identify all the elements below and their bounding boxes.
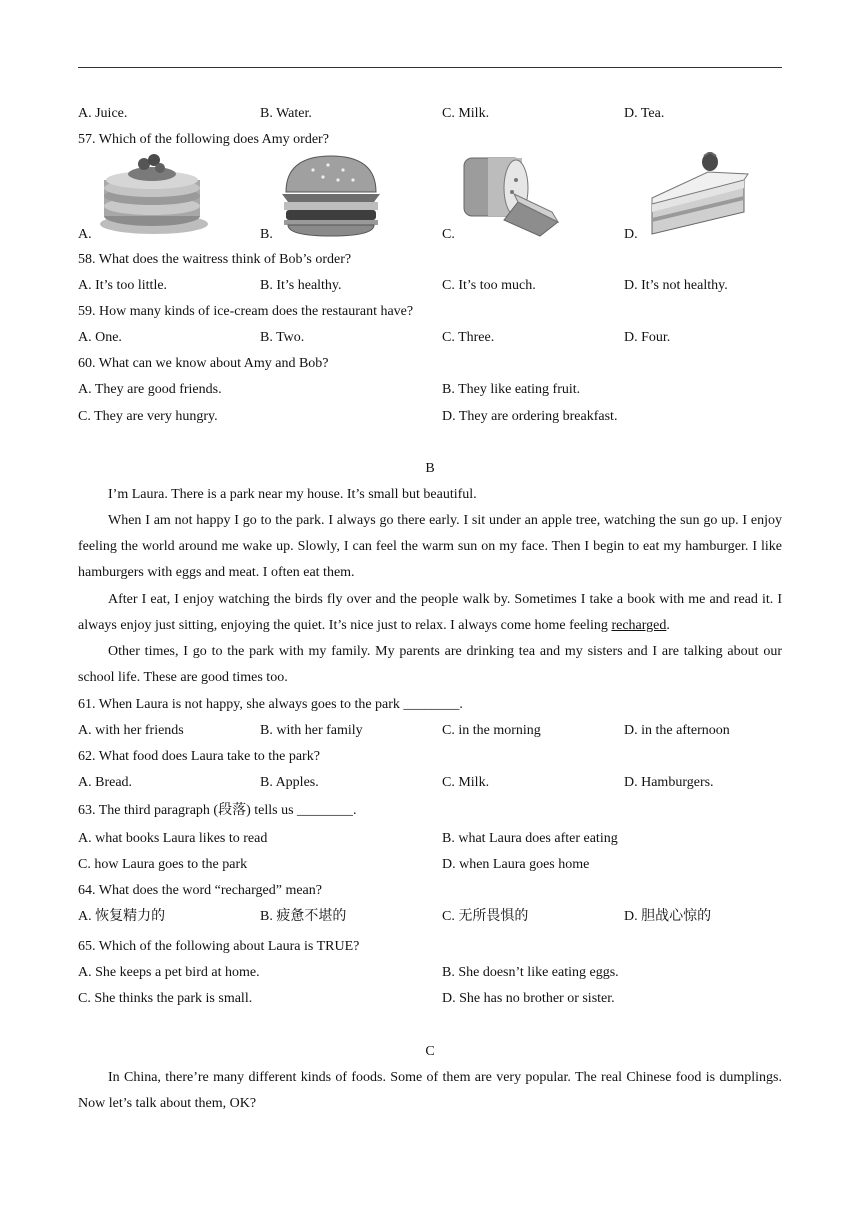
q63-question: 63. The third paragraph (段落) tells us ________.	[78, 803, 357, 818]
q65-option-a: A. She keeps a pet bird at home.	[78, 965, 260, 980]
q57-label-d: D.	[624, 227, 638, 242]
q60-option-b: B. They like eating fruit.	[442, 382, 581, 397]
q65-option-b: B. She doesn’t like eating eggs.	[442, 965, 619, 980]
q60-option-c: C. They are very hungry.	[78, 409, 218, 424]
cake-image	[648, 152, 752, 238]
q63-option-b: B. what Laura does after eating	[442, 831, 618, 846]
q60-question: 60. What can we know about Amy and Bob?	[78, 356, 329, 371]
q62-option-b: B. Apples.	[260, 775, 319, 790]
q58-option-d: D. It’s not healthy.	[624, 278, 728, 293]
q56-option-d: D. Tea.	[624, 106, 665, 121]
q64-option-a: A. 恢复精力的	[78, 909, 166, 924]
q56-option-c: C. Milk.	[442, 106, 490, 121]
q62-option-c: C. Milk.	[442, 775, 490, 790]
q58-option-c: C. It’s too much.	[442, 278, 536, 293]
section-b-heading: B	[425, 461, 435, 476]
section-b-paragraph-1: I’m Laura. There is a park near my house. It’s small but beautiful.	[108, 487, 477, 502]
q64-option-b: B. 疲惫不堪的	[260, 909, 347, 924]
q58-option-a: A. It’s too little.	[78, 278, 168, 293]
q59-option-c: C. Three.	[442, 330, 495, 345]
q65-question: 65. Which of the following about Laura is TRUE?	[78, 939, 360, 954]
section-b-paragraph-4: Other times, I go to the park with my family. My parents are drinking tea and my sisters and I are talking about our school life. These are good times too.	[78, 644, 782, 686]
q63-option-a: A. what books Laura likes to read	[78, 831, 268, 846]
q59-question: 59. How many kinds of ice-cream does the restaurant have?	[78, 304, 414, 319]
q56-option-b: B. Water.	[260, 106, 312, 121]
q61-option-b: B. with her family	[260, 723, 363, 738]
q59-option-a: A. One.	[78, 330, 122, 345]
q57-label-b: B.	[260, 227, 273, 242]
q61-question: 61. When Laura is not happy, she always goes to the park ________.	[78, 697, 463, 712]
q64-option-c: C. 无所畏惧的	[442, 909, 529, 924]
q62-question: 62. What food does Laura take to the park?	[78, 749, 320, 764]
section-b-paragraph-2: When I am not happy I go to the park. I always go there early. I sit under an apple tree, watching the sun go up. I enjoy feeling the world around me wake up. Slowly, I can feel the warm sun on my face. Then I begin to eat my hamburger. I like hamburgers with eggs and meat. I often eat them.	[78, 513, 782, 581]
paragraph-3-end: .	[666, 618, 670, 634]
q57-question: 57. Which of the following does Amy order?	[78, 132, 329, 147]
q60-option-d: D. They are ordering breakfast.	[442, 409, 618, 424]
q62-option-d: D. Hamburgers.	[624, 775, 714, 790]
section-b-paragraph-3	[78, 587, 782, 639]
q63-option-d: D. when Laura goes home	[442, 857, 590, 872]
section-c-paragraph-1: In China, there’re many different kinds of foods. Some of them are very popular. The real Chinese food is dumplings. Now let’s talk about them, OK?	[78, 1070, 782, 1112]
q62-option-a: A. Bread.	[78, 775, 133, 790]
q61-option-a: A. with her friends	[78, 723, 184, 738]
q57-label-a: A.	[78, 227, 92, 242]
header-rule	[78, 67, 782, 68]
q64-option-d: D. 胆战心惊的	[624, 909, 712, 924]
recharged-word: recharged	[611, 618, 667, 634]
q56-option-a: A. Juice.	[78, 106, 128, 121]
q57-label-c: C.	[442, 227, 455, 242]
paragraph-3-text: After I eat, I enjoy watching the birds fly over and the people walk by. Sometimes I take a book with me and read it. I always enjoy just sitting, enjoying the quiet. It’s nice just to relax. I always come home feeling	[78, 592, 782, 634]
q58-question: 58. What does the waitress think of Bob’s order?	[78, 252, 352, 267]
q65-option-c: C. She thinks the park is small.	[78, 991, 253, 1006]
q64-question: 64. What does the word “recharged” mean?	[78, 883, 322, 898]
q63-option-c: C. how Laura goes to the park	[78, 857, 248, 872]
hamburger-image	[278, 152, 384, 238]
bread-image	[460, 152, 566, 238]
pancakes-image	[96, 150, 212, 238]
section-c-heading: C	[425, 1044, 435, 1059]
q58-option-b: B. It’s healthy.	[260, 278, 342, 293]
q59-option-d: D. Four.	[624, 330, 671, 345]
q60-option-a: A. They are good friends.	[78, 382, 222, 397]
q59-option-b: B. Two.	[260, 330, 305, 345]
q65-option-d: D. She has no brother or sister.	[442, 991, 615, 1006]
q61-option-d: D. in the afternoon	[624, 723, 730, 738]
q61-option-c: C. in the morning	[442, 723, 541, 738]
